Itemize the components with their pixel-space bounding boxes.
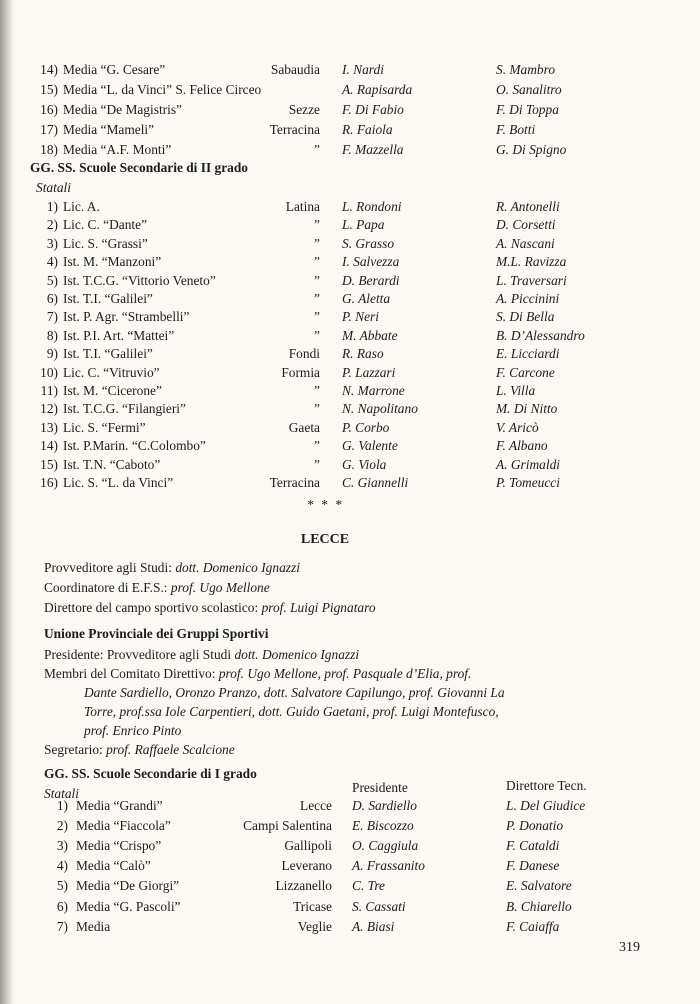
city: ”: [314, 142, 320, 157]
table-row: [0, 252, 700, 271]
president-name: P. Neri: [342, 309, 379, 325]
table-row: [0, 381, 700, 400]
city: Tricase: [293, 898, 332, 914]
row-number: 7): [56, 918, 68, 934]
row-number: 7): [46, 309, 58, 325]
provveditore-value: dott. Domenico Ignazzi: [175, 560, 300, 575]
row-number: 15): [40, 82, 58, 97]
row-number: 2): [46, 217, 58, 233]
city: Lizzanello: [275, 878, 332, 894]
school-name: Lic. C. “Vitruvio”: [63, 364, 160, 380]
school-name: Media “G. Pascoli”: [76, 898, 181, 914]
city: ”: [314, 401, 320, 417]
table-row: [0, 197, 700, 216]
director-name: E. Licciardi: [496, 346, 560, 362]
director-name: P. Tomeucci: [496, 475, 560, 490]
school-name: Media: [76, 918, 111, 934]
presidente-line: [44, 645, 359, 664]
table-row: [0, 100, 700, 119]
president-name: A. Rapisarda: [342, 82, 413, 97]
table-row: [0, 796, 700, 815]
row-number: 11): [40, 383, 58, 398]
row-number: 16): [40, 475, 58, 490]
director-name: S. Di Bella: [496, 309, 555, 325]
president-name: C. Tre: [352, 878, 385, 894]
president-name: R. Raso: [342, 346, 384, 362]
director-name: F. Cataldi: [506, 838, 560, 854]
school-name: Lic. S. “Fermi”: [63, 419, 146, 435]
row-number: 17): [40, 122, 58, 137]
director-name: R. Antonelli: [496, 199, 560, 214]
direttore-campo-label: Direttore del campo sportivo scolastico:: [44, 600, 259, 615]
director-name: A. Grimaldi: [496, 456, 560, 472]
president-name: E. Biscozzo: [352, 818, 414, 834]
school-name: Ist. T.C.G. “Filangieri”: [63, 401, 186, 417]
school-name: Lic. A.: [63, 199, 100, 214]
coordinatore-value: prof. Ugo Mellone: [170, 580, 270, 595]
table-row: [0, 289, 700, 308]
membri-text-3: Torre, prof.ssa Iole Carpentieri, dott. Guido Gaetani, prof. Luigi Montefusco,: [84, 704, 499, 719]
membri-line-2: [84, 683, 505, 702]
president-name: N. Marrone: [342, 383, 405, 398]
director-name: F. Carcone: [496, 364, 555, 380]
president-name: L. Rondoni: [342, 199, 402, 214]
coordinatore-line: [44, 578, 270, 597]
school-name: Ist. T.C.G. “Vittorio Veneto”: [63, 272, 216, 288]
union-heading: Unione Provinciale dei Gruppi Sportivi: [44, 626, 269, 641]
row-number: 13): [40, 419, 58, 435]
director-name: F. Caiaffa: [506, 918, 560, 934]
school-name: Media “De Magistris”: [63, 102, 182, 117]
director-name: D. Corsetti: [496, 217, 556, 233]
row-number: 9): [46, 346, 58, 362]
president-name: I. Salvezza: [342, 254, 400, 270]
row-number: 4): [46, 254, 58, 270]
president-name: C. Giannelli: [342, 475, 409, 490]
school-name: Ist. M. “Manzoni”: [63, 254, 162, 270]
city: ”: [314, 309, 320, 325]
section-separator: * * *: [306, 497, 344, 512]
membri-line-3: [84, 702, 499, 721]
direttore-campo-value: prof. Luigi Pignataro: [261, 600, 376, 615]
school-name: Lic. C. “Dante”: [63, 217, 148, 233]
row-number: 2): [56, 818, 68, 834]
segretario-value: prof. Raffaele Scalcione: [106, 742, 235, 757]
city: ”: [314, 456, 320, 472]
city: ”: [314, 272, 320, 288]
president-name: N. Napolitano: [342, 401, 418, 417]
city: ”: [314, 235, 320, 251]
director-name: F. Botti: [496, 122, 536, 137]
city: Terracina: [269, 122, 320, 137]
table-row: [0, 917, 700, 936]
row-number: 5): [46, 272, 58, 288]
section-ii-heading: GG. SS. Scuole Secondarie di II grado: [30, 160, 248, 175]
table-row: [0, 120, 700, 139]
president-name: M. Abbate: [342, 327, 398, 343]
presidente-value: dott. Domenico Ignazzi: [234, 647, 360, 662]
president-name: F. Di Fabio: [342, 102, 404, 117]
table-row: [0, 234, 700, 253]
director-name: L. Villa: [496, 383, 536, 398]
director-name: P. Donatio: [506, 818, 564, 834]
city: Sabaudia: [270, 62, 320, 77]
president-name: G. Viola: [342, 456, 387, 472]
city: ”: [314, 383, 320, 398]
director-name: F. Albano: [496, 438, 548, 454]
city: Sezze: [288, 102, 320, 117]
page-number: 319: [619, 940, 640, 955]
row-number: 6): [46, 291, 58, 306]
row-number: 15): [40, 456, 58, 472]
school-name: Ist. T.I. “Galilei”: [63, 346, 153, 362]
table-row: [0, 455, 700, 474]
table-row: [0, 399, 700, 418]
president-name: P. Lazzari: [342, 364, 396, 380]
president-name: G. Aletta: [342, 291, 391, 306]
row-number: 18): [40, 142, 58, 157]
membri-line-1: [44, 664, 471, 683]
city: ”: [314, 217, 320, 233]
table-row: [0, 418, 700, 437]
president-name: A. Biasi: [352, 918, 395, 934]
row-number: 12): [40, 401, 58, 417]
director-name: L. Del Giudice: [506, 798, 586, 813]
director-name: M.L. Ravizza: [496, 254, 567, 270]
table-row: [0, 836, 700, 855]
director-name: A. Nascani: [496, 235, 555, 251]
segretario-line: [44, 740, 235, 759]
president-name: S. Grasso: [342, 235, 395, 251]
section-i-heading: GG. SS. Scuole Secondarie di I grado: [44, 766, 257, 781]
membri-line-4: [84, 721, 181, 740]
city: ”: [314, 327, 320, 343]
section-ii-subheading: Statali: [36, 180, 71, 195]
school-name: Media “Grandi”: [76, 798, 163, 813]
row-number: 6): [56, 898, 68, 914]
row-number: 10): [40, 364, 58, 380]
section-i-subheading: Statali: [44, 786, 79, 801]
school-name: Ist. P.I. Art. “Mattei”: [63, 327, 175, 343]
director-name: M. Di Nitto: [496, 401, 558, 417]
membri-text-4: prof. Enrico Pinto: [84, 723, 182, 738]
school-name: Media “L. da Vinci” S. Felice Circeo: [63, 82, 262, 97]
director-name: F. Danese: [506, 858, 560, 874]
table-row: [0, 60, 700, 79]
city: Formia: [281, 364, 320, 380]
table-row: [0, 140, 700, 159]
presidente-label: Presidente: Provveditore agli Studi: [44, 647, 232, 662]
city: Fondi: [288, 346, 320, 362]
row-number: 4): [56, 858, 68, 874]
row-number: 1): [56, 798, 68, 813]
table-row: [0, 473, 700, 492]
director-name: L. Traversari: [496, 272, 567, 288]
director-name: B. Chiarello: [506, 898, 572, 914]
president-name: A. Frassanito: [352, 858, 425, 874]
president-name: D. Berardi: [342, 272, 400, 288]
table-row: [0, 215, 700, 234]
city: Leverano: [281, 858, 332, 874]
membri-text-1: prof. Ugo Mellone, prof. Pasquale d’Elia, prof.: [218, 666, 472, 681]
school-name: Ist. P.Marin. “C.Colombo”: [63, 438, 206, 454]
city: Latina: [285, 199, 320, 214]
table-row: [0, 344, 700, 363]
row-number: 1): [46, 199, 58, 214]
row-number: 8): [46, 327, 58, 343]
president-name: G. Valente: [342, 438, 398, 454]
school-name: Lic. S. “Grassi”: [63, 235, 148, 251]
column-header-director: Direttore Tecn.: [506, 778, 587, 793]
table-row: [0, 271, 700, 290]
president-name: O. Caggiula: [352, 838, 419, 854]
school-name: Ist. M. “Cicerone”: [63, 383, 162, 398]
coordinatore-label: Coordinatore di E.F.S.:: [44, 580, 168, 595]
table-row: [0, 326, 700, 345]
city: Veglie: [297, 918, 332, 934]
school-name: Media “G. Cesare”: [63, 62, 166, 77]
table-row: [0, 897, 700, 916]
table-row: [0, 856, 700, 875]
president-name: S. Cassati: [352, 898, 406, 914]
director-name: S. Mambro: [496, 62, 556, 77]
president-name: P. Corbo: [342, 419, 390, 435]
director-name: G. Di Spigno: [496, 142, 567, 157]
membri-text-2: Dante Sardiello, Oronzo Pranzo, dott. Salvatore Capilungo, prof. Giovanni La: [84, 685, 505, 700]
school-name: Ist. T.I. “Galilei”: [63, 291, 153, 306]
city: Terracina: [269, 475, 320, 490]
city: Campi Salentina: [243, 818, 332, 834]
president-name: F. Mazzella: [342, 142, 404, 157]
segretario-label: Segretario:: [44, 742, 103, 757]
president-name: I. Nardi: [342, 62, 384, 77]
director-name: A. Piccinini: [496, 291, 560, 306]
row-number: 3): [46, 235, 58, 251]
table-row: [0, 816, 700, 835]
school-name: Media “A.F. Monti”: [63, 142, 172, 157]
school-name: Ist. P. Agr. “Strambelli”: [63, 309, 190, 325]
city: Lecce: [300, 798, 332, 813]
director-name: O. Sanalitro: [496, 82, 562, 97]
provveditore-line: [44, 558, 300, 577]
table-row: [0, 363, 700, 382]
table-row: [0, 80, 700, 99]
lecce-title: LECCE: [300, 532, 350, 547]
school-name: Media “Mameli”: [63, 122, 155, 137]
direttore-campo-line: [44, 598, 376, 617]
school-name: Lic. S. “L. da Vinci”: [63, 475, 174, 490]
membri-label: Membri del Comitato Direttivo:: [44, 666, 216, 681]
provveditore-label: Provveditore agli Studi:: [44, 560, 172, 575]
director-name: B. D’Alessandro: [496, 327, 585, 343]
table-row: [0, 436, 700, 455]
president-name: D. Sardiello: [352, 798, 417, 813]
director-name: E. Salvatore: [506, 878, 572, 894]
city: Gaeta: [288, 419, 320, 435]
row-number: 14): [40, 62, 58, 77]
table-row: [0, 307, 700, 326]
city: ”: [314, 438, 320, 454]
table-row: [0, 876, 700, 895]
president-name: R. Faiola: [342, 122, 393, 137]
director-name: F. Di Toppa: [496, 102, 559, 117]
city: ”: [314, 291, 320, 306]
city: ”: [314, 254, 320, 270]
column-header-president: Presidente: [352, 780, 408, 795]
row-number: 5): [56, 878, 68, 894]
row-number: 14): [40, 438, 58, 454]
president-name: L. Papa: [342, 217, 385, 233]
school-name: Media “Crispo”: [76, 838, 162, 854]
row-number: 3): [56, 838, 68, 854]
director-name: V. Aricò: [496, 419, 539, 435]
school-name: Media “Fiaccola”: [76, 818, 171, 834]
school-name: Media “De Giorgi”: [76, 878, 180, 894]
city: Gallipoli: [284, 838, 332, 854]
row-number: 16): [40, 102, 58, 117]
school-name: Media “Calò”: [76, 858, 151, 874]
school-name: Ist. T.N. “Caboto”: [63, 456, 161, 472]
